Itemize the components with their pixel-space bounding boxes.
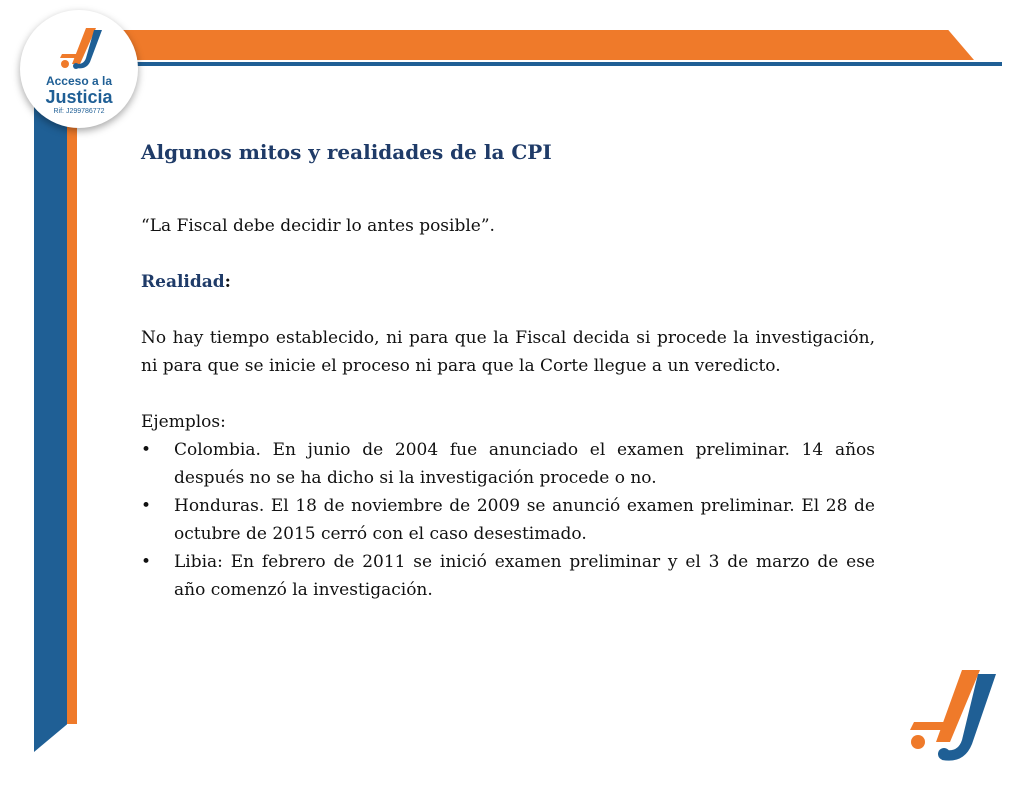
example-text: Colombia. En junio de 2004 fue anunciado el examen preliminar. 14 años después no se ha dicho si la investigación procede o no.: [174, 440, 875, 488]
myth-quote: “La Fiscal debe decidir lo antes posible”.: [141, 216, 495, 236]
bullet: •: [141, 496, 152, 516]
reality-label: Realidad: [141, 272, 225, 292]
logo-text-line2: Justicia: [45, 87, 113, 107]
slide-body: [141, 212, 875, 604]
list-item: [141, 436, 875, 492]
left-blue-band: [34, 60, 67, 752]
bullet: •: [141, 440, 152, 460]
list-item: [141, 548, 875, 604]
organization-logo: [20, 10, 138, 128]
header-orange-band: [118, 30, 974, 60]
examples-list: [141, 436, 875, 604]
example-text: Honduras. El 18 de noviembre de 2009 se anunció examen preliminar. El 28 de octubre de 2015 cerró con el caso desestimado.: [174, 496, 875, 544]
aj-logo-icon: [56, 24, 104, 72]
logo-text-line1: Acceso a la: [45, 74, 113, 88]
corner-aj-logo-icon: [904, 664, 1000, 768]
reality-heading: [141, 268, 875, 296]
logo-rif: Rif: J299786772: [53, 108, 105, 115]
example-text: Libia: En febrero de 2011 se inició examen preliminar y el 3 de marzo de ese año comenzó la investigación.: [174, 552, 875, 600]
list-item: [141, 492, 875, 548]
examples-heading: Ejemplos:: [141, 412, 226, 432]
reality-paragraph: No hay tiempo establecido, ni para que la Fiscal decida si procede la investigación, ni para que se inicie el proceso ni para que la Corte llegue a un veredicto.: [141, 328, 875, 376]
header-blue-line: [118, 62, 1002, 66]
bullet: •: [141, 552, 152, 572]
slide-title: Algunos mitos y realidades de la CPI: [141, 140, 552, 164]
reality-colon: :: [224, 272, 231, 292]
left-orange-band: [67, 84, 77, 724]
